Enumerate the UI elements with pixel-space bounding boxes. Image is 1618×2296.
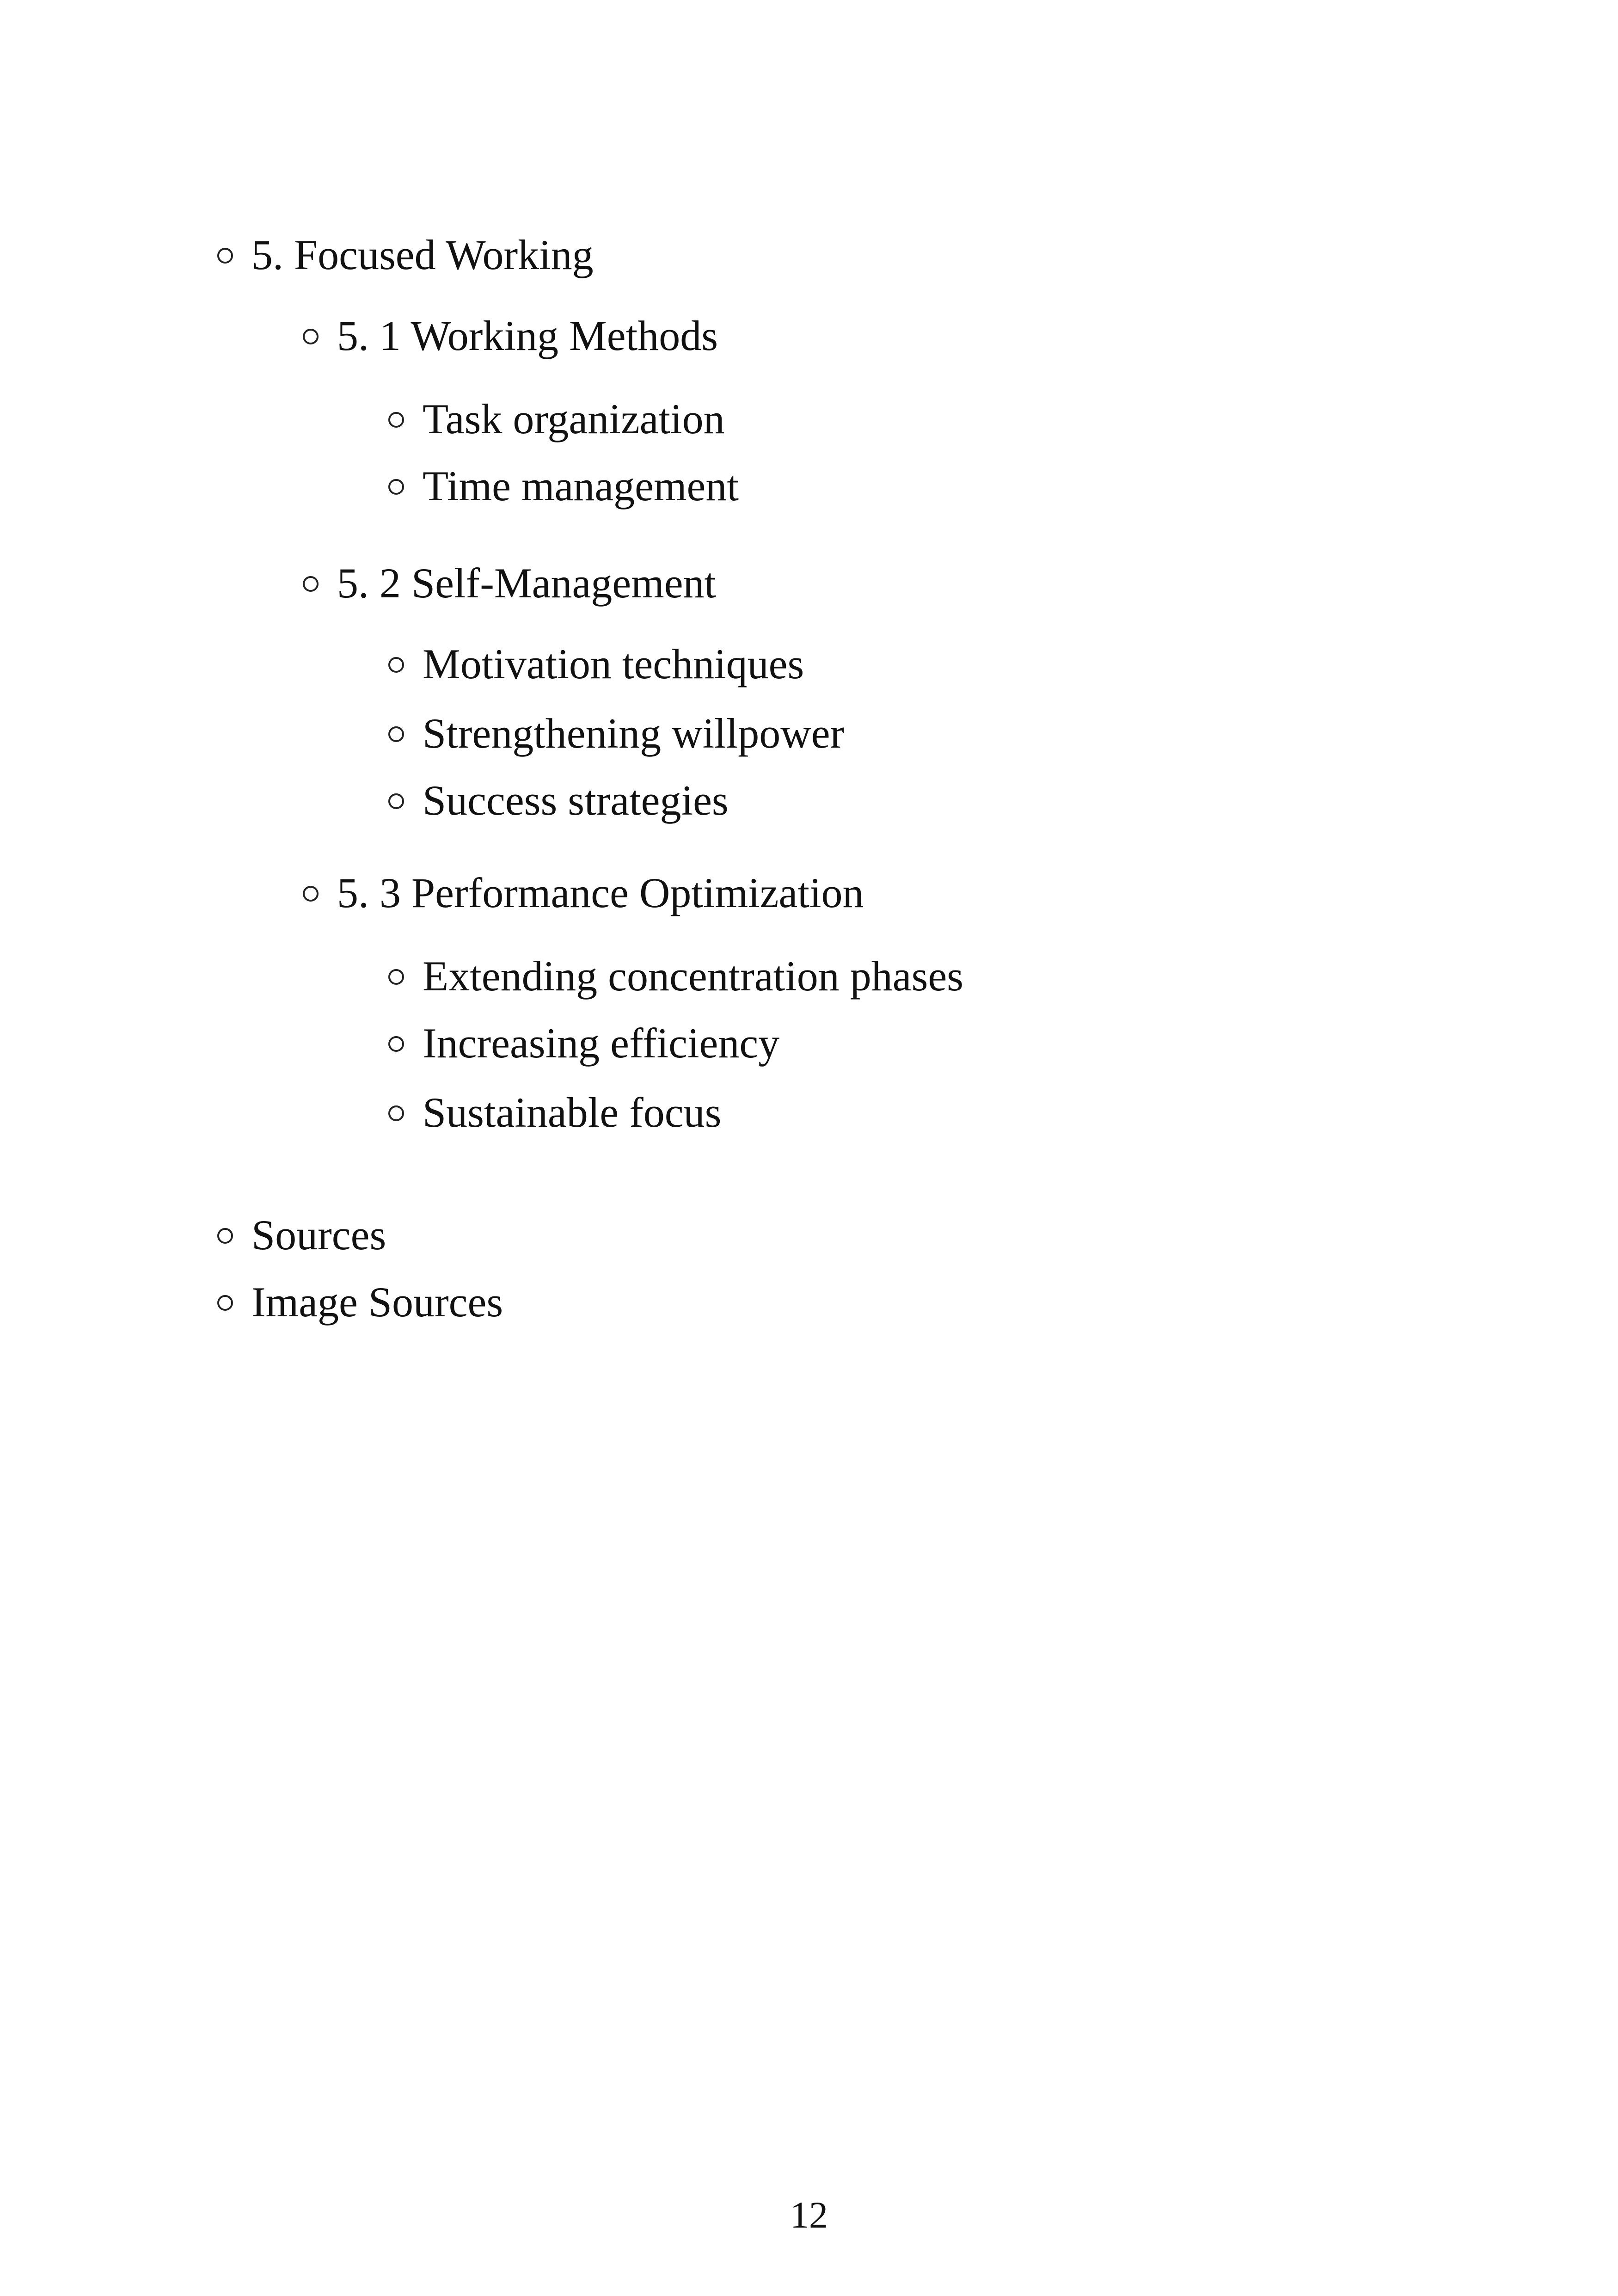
toc-section-5-1-label: 5. 1 Working Methods [337,312,718,359]
hollow-circle-bullet-icon [217,248,233,264]
hollow-circle-bullet-icon [217,1228,233,1244]
hollow-circle-bullet-icon [303,576,319,592]
toc-sources-label: Sources [251,1211,386,1259]
hollow-circle-bullet-icon [388,1036,404,1052]
hollow-circle-bullet-icon [388,793,404,809]
toc-item-success-strategies[interactable] [388,779,729,822]
toc-section-5-1[interactable] [303,314,718,357]
toc-item-task-organization[interactable] [388,395,725,442]
toc-item-label: Motivation techniques [423,640,804,688]
toc-item-label: Increasing efficiency [423,1019,780,1067]
toc-item-label: Success strategies [423,777,729,824]
toc-image-sources[interactable] [217,1278,503,1326]
toc-sources[interactable] [217,1211,386,1259]
hollow-circle-bullet-icon [388,479,404,495]
toc-image-sources-label: Image Sources [251,1278,503,1326]
toc-item-label: Task organization [423,395,725,442]
hollow-circle-bullet-icon [217,1295,233,1311]
hollow-circle-bullet-icon [388,1105,404,1121]
toc-chapter-5[interactable] [217,233,594,276]
toc-chapter-5-label: 5. Focused Working [251,231,594,278]
toc-item-increasing-efficiency[interactable] [388,1019,780,1067]
hollow-circle-bullet-icon [388,969,404,985]
toc-section-5-3-label: 5. 3 Performance Optimization [337,869,864,916]
hollow-circle-bullet-icon [388,657,404,673]
toc-item-label: Strengthening willpower [423,710,845,757]
page-number: 12 [790,2194,828,2236]
toc-item-label: Sustainable focus [423,1089,722,1136]
toc-item-time-management[interactable] [388,462,739,510]
toc-item-strengthening-willpower[interactable] [388,712,844,755]
toc-section-5-2[interactable] [303,559,717,607]
toc-item-extending-concentration-phases[interactable] [388,952,964,1000]
toc-item-sustainable-focus[interactable] [388,1091,721,1134]
toc-section-5-3[interactable] [303,869,864,916]
hollow-circle-bullet-icon [388,726,404,742]
toc-item-motivation-techniques[interactable] [388,640,804,688]
hollow-circle-bullet-icon [388,412,404,428]
hollow-circle-bullet-icon [303,329,319,344]
hollow-circle-bullet-icon [303,886,319,902]
toc-item-label: Time management [423,462,739,510]
toc-item-label: Extending concentration phases [423,952,964,1000]
toc-section-5-2-label: 5. 2 Self-Management [337,559,717,607]
